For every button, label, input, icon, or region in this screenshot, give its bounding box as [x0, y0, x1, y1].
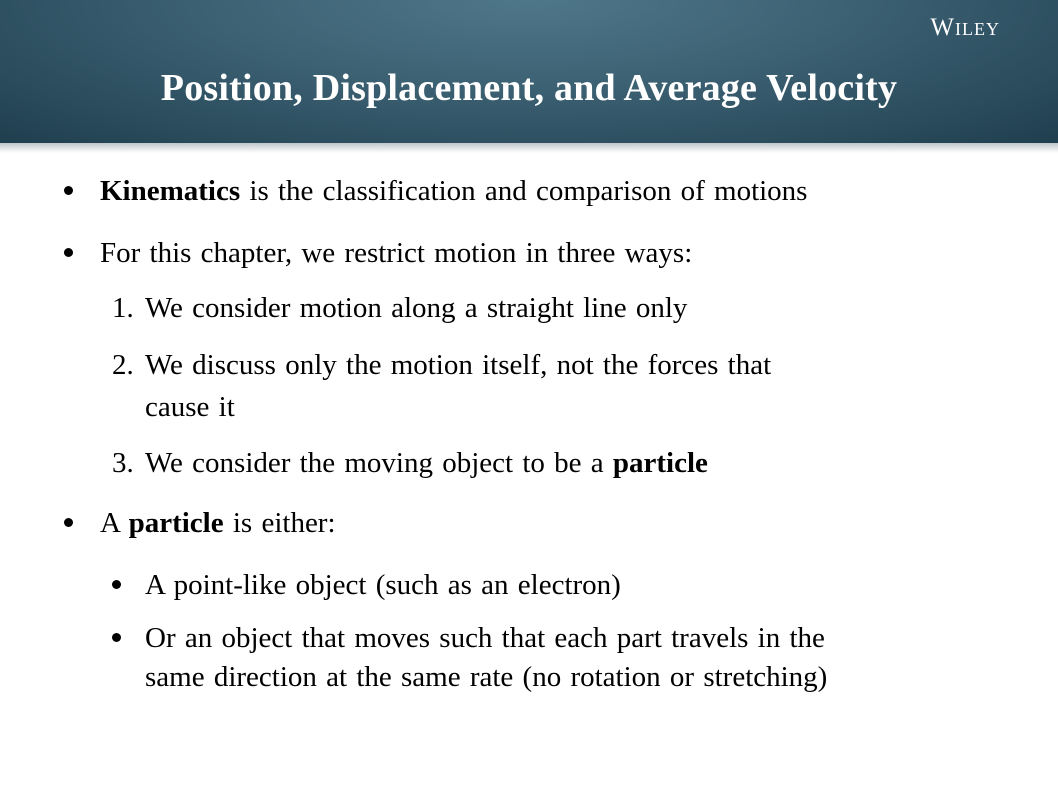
restriction-item-3-text: We consider the moving object to be a — [145, 447, 613, 479]
bullet-icon — [64, 518, 73, 527]
slide-title: Position, Displacement, and Average Velocity — [160, 67, 898, 109]
bullet-particle-tail: is either: — [223, 507, 336, 539]
restriction-item-2-line1: We discuss only the motion itself, not the forces that — [145, 349, 772, 381]
bullet-kinematics-text: is the classification and comparison of motions — [240, 175, 808, 207]
item-number-2: 2. — [112, 349, 134, 381]
bullet-icon — [64, 186, 73, 195]
sub-bullet-point-like: A point-like object (such as an electron) — [145, 569, 621, 601]
term-kinematics: Kinematics — [100, 175, 241, 207]
sub-bullet-rigid-line2: same direction at the same rate (no rotation or stretching) — [145, 661, 828, 693]
restriction-item-2-line2: cause it — [145, 391, 235, 423]
bullet-restrictions: For this chapter, we restrict motion in three ways: — [100, 237, 693, 269]
term-particle: particle — [128, 507, 224, 539]
bullet-kinematics — [100, 174, 807, 208]
wiley-logo: Wiley — [930, 14, 1000, 41]
sub-bullet-rigid-line1: Or an object that moves such that each part travels in the — [145, 622, 825, 654]
title-bar-shadow — [0, 143, 1058, 153]
restriction-item-3 — [145, 446, 708, 480]
term-particle: particle — [612, 447, 708, 479]
sub-bullet-icon — [112, 580, 121, 589]
item-number-1: 1. — [112, 292, 134, 324]
restriction-item-1: We consider motion along a straight line only — [145, 292, 688, 324]
bullet-particle-lead: A — [100, 507, 129, 539]
sub-bullet-icon — [112, 633, 121, 642]
item-number-3: 3. — [112, 447, 134, 479]
bullet-icon — [64, 248, 73, 257]
bullet-particle — [100, 506, 336, 540]
title-bar — [0, 0, 1058, 143]
